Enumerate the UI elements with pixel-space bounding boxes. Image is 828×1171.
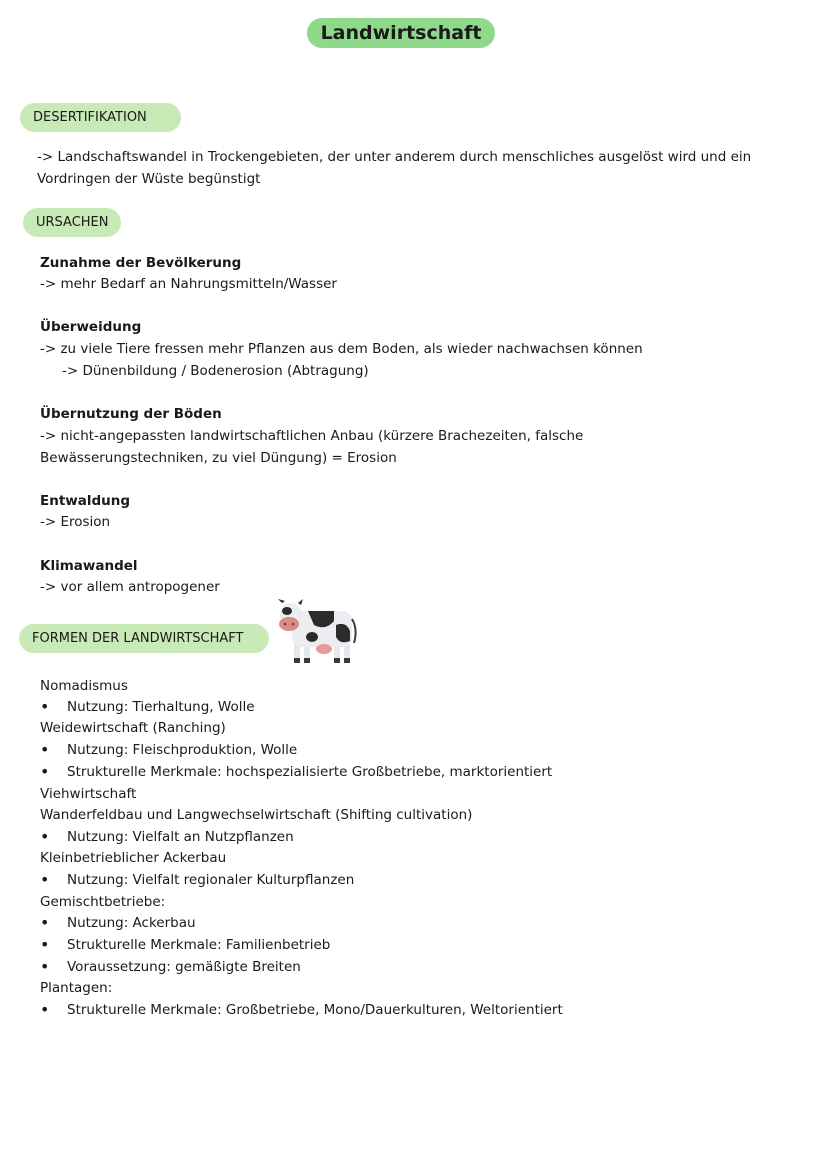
cow-icon	[278, 597, 360, 667]
form-bullet: • Nutzung: Tierhaltung, Wolle	[67, 696, 255, 718]
cause-title: Klimawandel	[40, 558, 138, 574]
desertifikation-text-line: Vordringen der Wüste begünstigt	[37, 171, 261, 187]
form-bullet: • Voraussetzung: gemäßigte Breiten	[67, 956, 301, 978]
form-bullet: • Nutzung: Fleischproduktion, Wolle	[67, 739, 297, 761]
form-bullet: • Strukturelle Merkmale: Großbetriebe, Mono/Dauerkulturen, Weltorientiert	[67, 999, 563, 1021]
form-bullet: • Strukturelle Merkmale: hochspezialisierte Großbetriebe, marktorientiert	[67, 761, 552, 783]
cause-text-line: -> mehr Bedarf an Nahrungsmitteln/Wasser	[40, 276, 337, 292]
page-title: Landwirtschaft	[307, 18, 495, 48]
form-bullet: • Nutzung: Vielfalt an Nutzpflanzen	[67, 826, 294, 848]
desertifikation-text-line: -> Landschaftswandel in Trockengebieten, der unter anderem durch menschliches ausgelöst wird und ein	[37, 149, 752, 165]
section-heading-formen: FORMEN DER LANDWIRTSCHAFT	[19, 624, 269, 653]
cause-text-line: -> Erosion	[40, 514, 111, 530]
cause-title: Überweidung	[40, 319, 142, 335]
cause-text-line: -> vor allem antropogener	[40, 579, 220, 595]
form-title: Kleinbetrieblicher Ackerbau	[40, 850, 227, 866]
section-heading-ursachen: URSACHEN	[23, 208, 121, 237]
form-bullet: • Nutzung: Ackerbau	[67, 912, 196, 934]
cause-text-line: -> Dünenbildung / Bodenerosion (Abtragung)	[62, 363, 369, 379]
cause-title: Zunahme der Bevölkerung	[40, 255, 242, 271]
cause-text-line: Bewässerungstechniken, zu viel Düngung) = Erosion	[40, 450, 397, 466]
form-title: Wanderfeldbau und Langwechselwirtschaft (Shifting cultivation)	[40, 807, 473, 823]
cause-text-line: -> zu viele Tiere fressen mehr Pflanzen aus dem Boden, als wieder nachwachsen können	[40, 341, 643, 357]
form-bullet: • Nutzung: Vielfalt regionaler Kulturpflanzen	[67, 869, 354, 891]
cause-title: Entwaldung	[40, 493, 131, 509]
form-title: Nomadismus	[40, 678, 128, 694]
form-title: Plantagen:	[40, 980, 113, 996]
cause-text-line: -> nicht-angepassten landwirtschaftlichen Anbau (kürzere Brachezeiten, falsche	[40, 428, 584, 444]
cause-title: Übernutzung der Böden	[40, 406, 222, 422]
form-title: Viehwirtschaft	[40, 786, 137, 802]
form-title: Gemischtbetriebe:	[40, 894, 166, 910]
form-bullet: • Strukturelle Merkmale: Familienbetrieb	[67, 934, 330, 956]
form-title: Weidewirtschaft (Ranching)	[40, 720, 226, 736]
section-heading-desertifikation: DESERTIFIKATION	[20, 103, 181, 132]
